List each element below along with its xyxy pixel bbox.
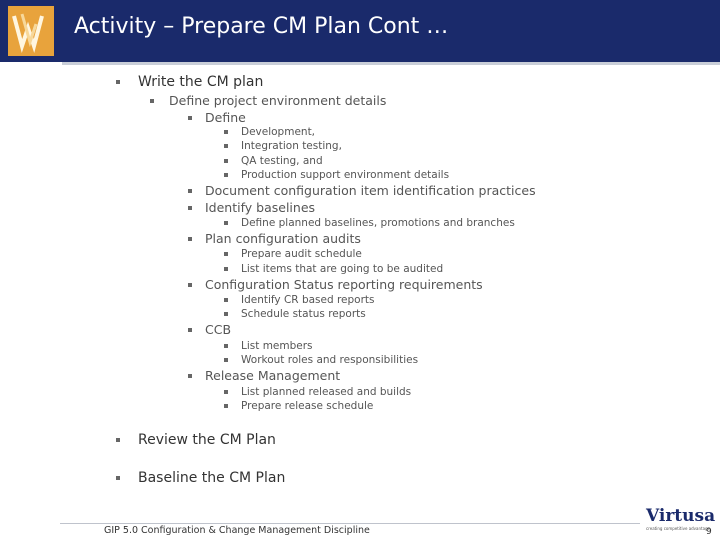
list-item: Identify CR based reports [241, 294, 375, 306]
bullet-marker [224, 252, 228, 256]
bullet-marker [224, 312, 228, 316]
bullet-marker [224, 173, 228, 177]
list-item: Release Management [205, 368, 341, 383]
list-item: CCB [205, 322, 232, 337]
footer-divider [60, 523, 640, 524]
list-item: Production support environment details [241, 169, 450, 181]
bullet-marker [224, 144, 228, 148]
list-item: Review the CM Plan [138, 432, 276, 448]
bullet-marker [224, 159, 228, 163]
bullet-marker [150, 99, 154, 103]
list-item: List members [241, 340, 313, 352]
list-item: Plan configuration audits [205, 231, 361, 246]
bullet-marker [116, 80, 120, 84]
bullet-marker [188, 116, 192, 120]
list-item: Configuration Status reporting requirements [205, 277, 483, 292]
bullet-marker [188, 237, 192, 241]
bullet-marker [188, 189, 192, 193]
list-item: Development, [241, 126, 316, 138]
brand-tagline: creating competitive advantage [646, 526, 711, 531]
brand-logo: Virtusa [646, 506, 716, 526]
bullet-marker [188, 328, 192, 332]
bullet-marker [224, 298, 228, 302]
list-item: Schedule status reports [241, 308, 366, 320]
list-item: Workout roles and responsibilities [241, 354, 419, 366]
list-item: Baseline the CM Plan [138, 470, 286, 486]
title-bar [0, 0, 720, 62]
bullet-marker [116, 438, 120, 442]
bullet-marker [188, 206, 192, 210]
bullet-marker [224, 404, 228, 408]
bullet-marker [188, 374, 192, 378]
slide-title: Activity – Prepare CM Plan Cont … [74, 14, 449, 39]
list-item: List planned released and builds [241, 386, 412, 398]
list-item: List items that are going to be audited [241, 263, 444, 275]
bullet-marker [224, 358, 228, 362]
company-logo-icon [8, 6, 54, 56]
page-number: 9 [706, 527, 712, 537]
list-item: Identify baselines [205, 200, 316, 215]
footer-text: GIP 5.0 Configuration & Change Management Discipline [104, 525, 370, 536]
list-item: Integration testing, [241, 140, 342, 152]
bullet-marker [224, 130, 228, 134]
header-divider [62, 62, 720, 65]
bullet-marker [224, 267, 228, 271]
bullet-marker [224, 344, 228, 348]
list-item: Document configuration item identification practices [205, 183, 536, 198]
bullet-marker [224, 221, 228, 225]
bullet-marker [116, 476, 120, 480]
list-item: Define [205, 110, 246, 125]
list-item: Write the CM plan [138, 74, 264, 90]
list-item: Prepare audit schedule [241, 248, 362, 260]
list-item: Define planned baselines, promotions and branches [241, 217, 515, 229]
list-item: Prepare release schedule [241, 400, 374, 412]
list-item: QA testing, and [241, 155, 323, 167]
bullet-marker [188, 283, 192, 287]
bullet-marker [224, 390, 228, 394]
list-item: Define project environment details [169, 93, 387, 108]
